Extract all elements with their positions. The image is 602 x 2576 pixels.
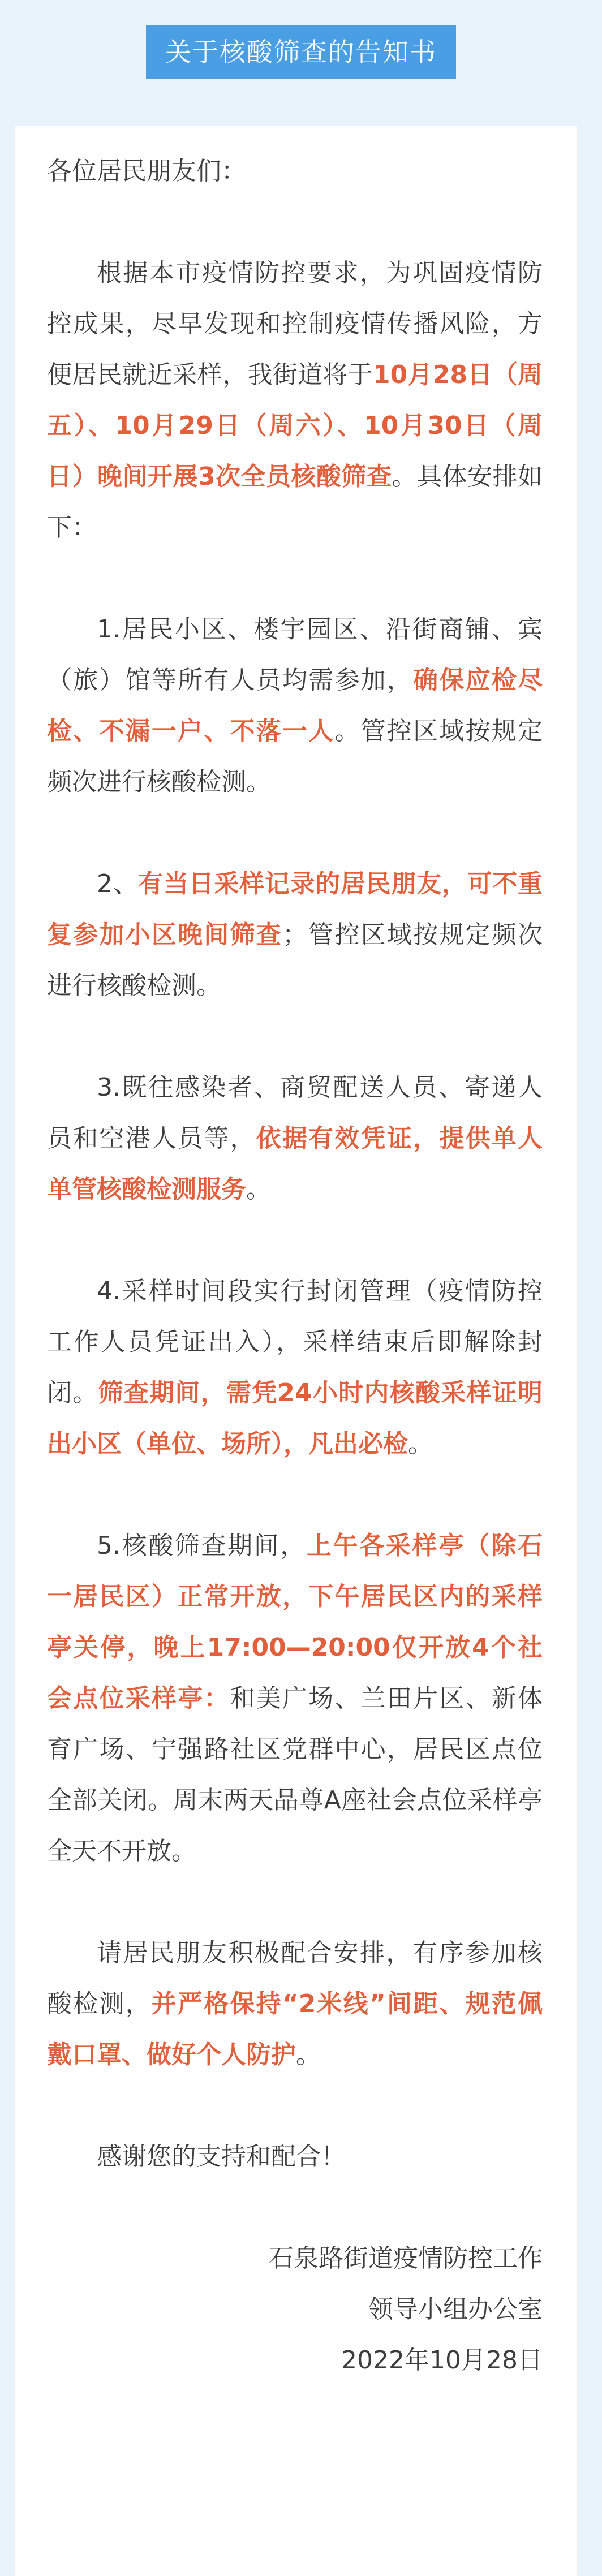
intro-paragraph bbox=[47, 248, 543, 553]
item-5-text-end: 和美广场、兰田片区、新体育广场、宁强路社区党群中心，居民区点位全部关闭。周末两天品尊A座社会点位采样亭全天不开放。 bbox=[47, 1684, 543, 1866]
thanks-line: 感谢您的支持和配合！ bbox=[97, 2142, 346, 2171]
closing-paragraph bbox=[47, 1928, 543, 2080]
item-2-paragraph bbox=[47, 859, 543, 1011]
title-bar bbox=[0, 25, 602, 79]
item-5-paragraph bbox=[47, 1520, 543, 1877]
signature-block bbox=[47, 2233, 543, 2386]
item-4-highlight: 筛查期间，需凭24小时内核酸采样证明出小区（单位、场所），凡出必检 bbox=[47, 1379, 543, 1458]
item-5-text: 5.核酸筛查期间， bbox=[97, 1531, 307, 1560]
item-2-text-end: ；管控区域按规定频次进行核酸检测。 bbox=[47, 920, 543, 1000]
item-1-text-end: 。管控区域按规定频次进行核酸检测。 bbox=[47, 717, 543, 796]
intro-highlight: 10月28日（周五）、10月29日（周六）、10月30日（周日）晚间开展3次全员核酸筛查 bbox=[47, 360, 543, 491]
item-3-paragraph bbox=[47, 1062, 543, 1215]
item-1-text: 1.居民小区、楼宇园区、沿街商铺、宾（旅）馆等所有人员均需参加， bbox=[47, 615, 543, 695]
item-4-text-end: 。 bbox=[408, 1429, 433, 1458]
notice-card bbox=[15, 126, 577, 2576]
notice-content bbox=[47, 146, 543, 2386]
closing-text-end: 。 bbox=[296, 2040, 321, 2069]
item-3-text-end: 。 bbox=[246, 1175, 271, 1204]
closing-highlight: 并严格保持“2米线”间距、规范佩戴口罩、做好个人防护 bbox=[47, 1989, 543, 2069]
signature-date: 2022年10月28日 bbox=[341, 2346, 543, 2375]
item-2-text: 2、 bbox=[97, 869, 139, 898]
signature-org-line-2: 领导小组办公室 bbox=[368, 2295, 543, 2324]
item-4-paragraph bbox=[47, 1266, 543, 1470]
item-1-highlight: 确保应检尽检、不漏一户、不落一人 bbox=[47, 666, 543, 746]
item-4-text: 4.采样时间段实行封闭管理（疫情防控工作人员凭证出入），采样结束后即解除封闭。 bbox=[47, 1277, 543, 1407]
signature-org-line-1: 石泉路街道疫情防控工作 bbox=[269, 2244, 543, 2273]
item-1-paragraph bbox=[47, 604, 543, 808]
greeting: 各位居民朋友们： bbox=[47, 157, 246, 186]
closing-text: 请居民朋友积极配合安排，有序参加核酸检测， bbox=[47, 1939, 543, 2018]
item-5-highlight: 上午各采样亭（除石一居民区）正常开放，下午居民区内的采样亭关停，晚上17:00—20:00仅开放4个社会点位采样亭： bbox=[47, 1531, 543, 1713]
intro-text: 根据本市疫情防控要求，为巩固疫情防控成果，尽早发现和控制疫情传播风险，方便居民就近采样，我街道将于 bbox=[47, 259, 543, 389]
page-title: 关于核酸筛查的告知书 bbox=[146, 25, 456, 79]
item-3-text: 3.既往感染者、商贸配送人员、寄递人员和空港人员等， bbox=[47, 1073, 543, 1153]
intro-text-end: 。具体安排如下： bbox=[47, 462, 543, 542]
item-2-highlight: 有当日采样记录的居民朋友，可不重复参加小区晚间筛查 bbox=[47, 869, 543, 949]
item-3-highlight: 依据有效凭证，提供单人单管核酸检测服务 bbox=[47, 1124, 543, 1204]
